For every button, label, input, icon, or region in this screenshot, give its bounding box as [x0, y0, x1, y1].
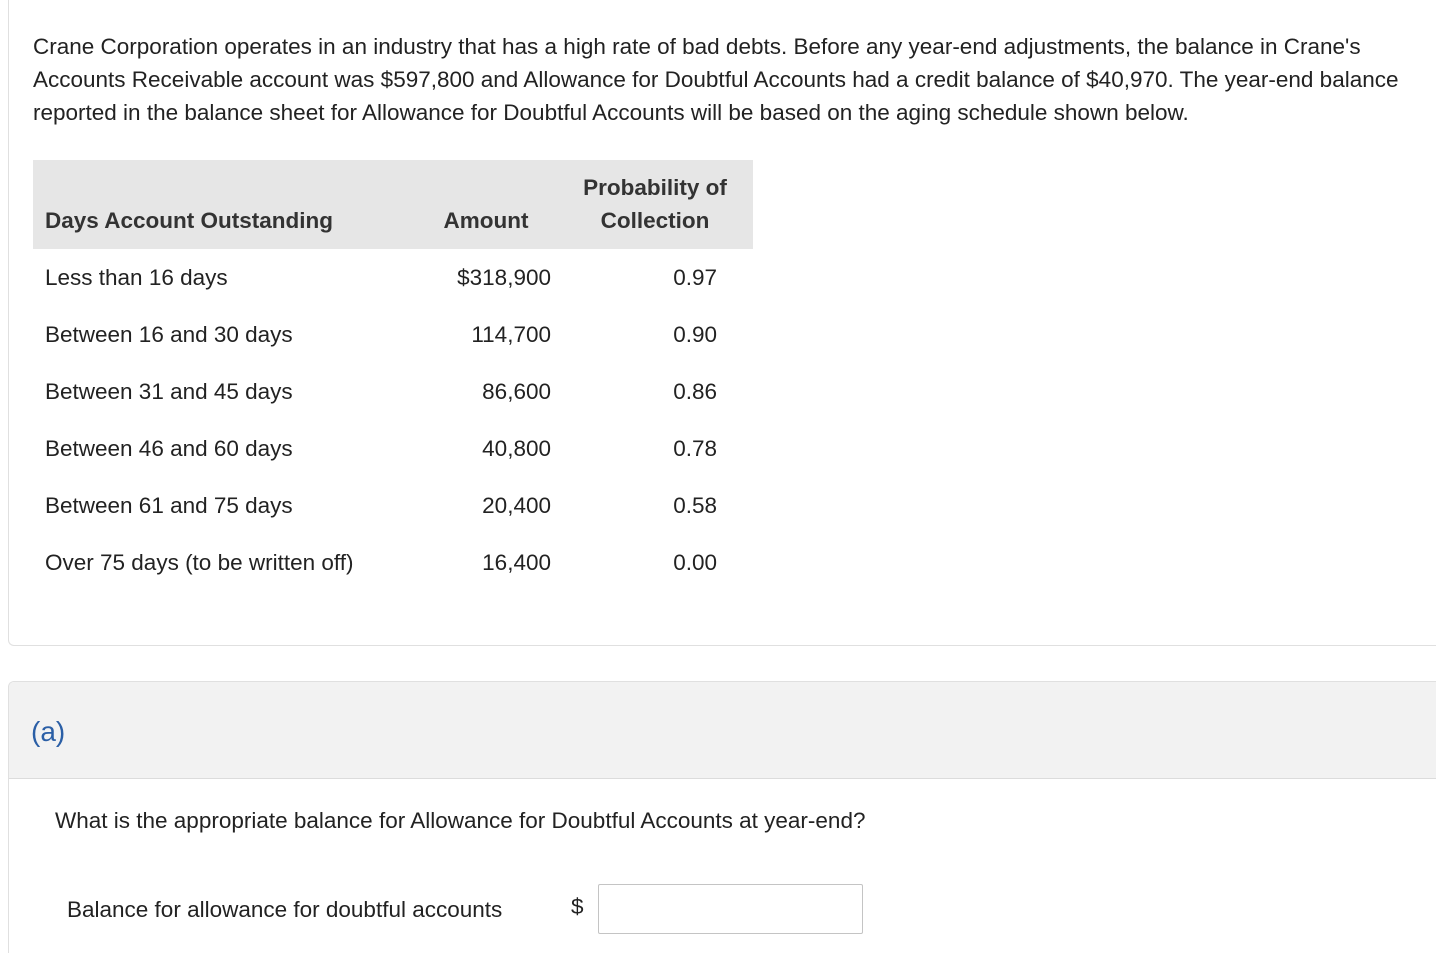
row-amount: 86,600 [482, 379, 551, 404]
row-days: Less than 16 days [45, 265, 228, 290]
part-a-card [8, 681, 1436, 953]
row-probability: 0.90 [673, 322, 717, 347]
row-probability: 0.78 [673, 436, 717, 461]
table-row [33, 249, 753, 306]
header-days-outstanding: Days Account Outstanding [45, 208, 333, 233]
table-row [33, 420, 753, 477]
header-amount: Amount [443, 208, 529, 233]
part-a-label: (a) [31, 716, 66, 747]
allowance-balance-input[interactable] [598, 884, 863, 934]
header-probability-line2: Collection [600, 208, 710, 233]
table-header-row [33, 160, 753, 249]
row-days: Between 16 and 30 days [45, 322, 293, 347]
row-probability: 0.58 [673, 493, 717, 518]
row-probability: 0.97 [673, 265, 717, 290]
row-days: Between 31 and 45 days [45, 379, 293, 404]
row-amount: 20,400 [482, 493, 551, 518]
currency-symbol: $ [571, 894, 584, 919]
header-probability-line1: Probability of [583, 175, 727, 200]
problem-statement-card [8, 0, 1436, 646]
part-a-question: What is the appropriate balance for Allowance for Doubtful Accounts at year-end? [55, 808, 866, 833]
table-row [33, 363, 753, 420]
row-amount: 114,700 [471, 322, 551, 347]
problem-intro-text: Crane Corporation operates in an industry that has a high rate of bad debts. Before any year-end adjustments, the balance in Crane's Accounts Receivable account was $597,800 and Allowance for Doubtful Accounts had a credit balance of $40,970. The year-end balance reported in the balance sheet for Allowance for Doubtful Accounts will be based on the aging schedule shown below. [33, 34, 1399, 125]
row-days: Between 46 and 60 days [45, 436, 293, 461]
row-amount: $318,900 [457, 265, 551, 290]
part-a-header [9, 682, 1436, 779]
row-amount: 16,400 [482, 550, 551, 575]
header-probability [557, 160, 753, 249]
row-days: Between 61 and 75 days [45, 493, 293, 518]
table-row [33, 306, 753, 363]
row-probability: 0.00 [673, 550, 717, 575]
table-row [33, 534, 753, 591]
aging-schedule-table [33, 160, 753, 591]
row-amount: 40,800 [482, 436, 551, 461]
row-probability: 0.86 [673, 379, 717, 404]
table-row [33, 477, 753, 534]
answer-field-label: Balance for allowance for doubtful accounts [67, 897, 503, 922]
row-days: Over 75 days (to be written off) [45, 550, 354, 575]
